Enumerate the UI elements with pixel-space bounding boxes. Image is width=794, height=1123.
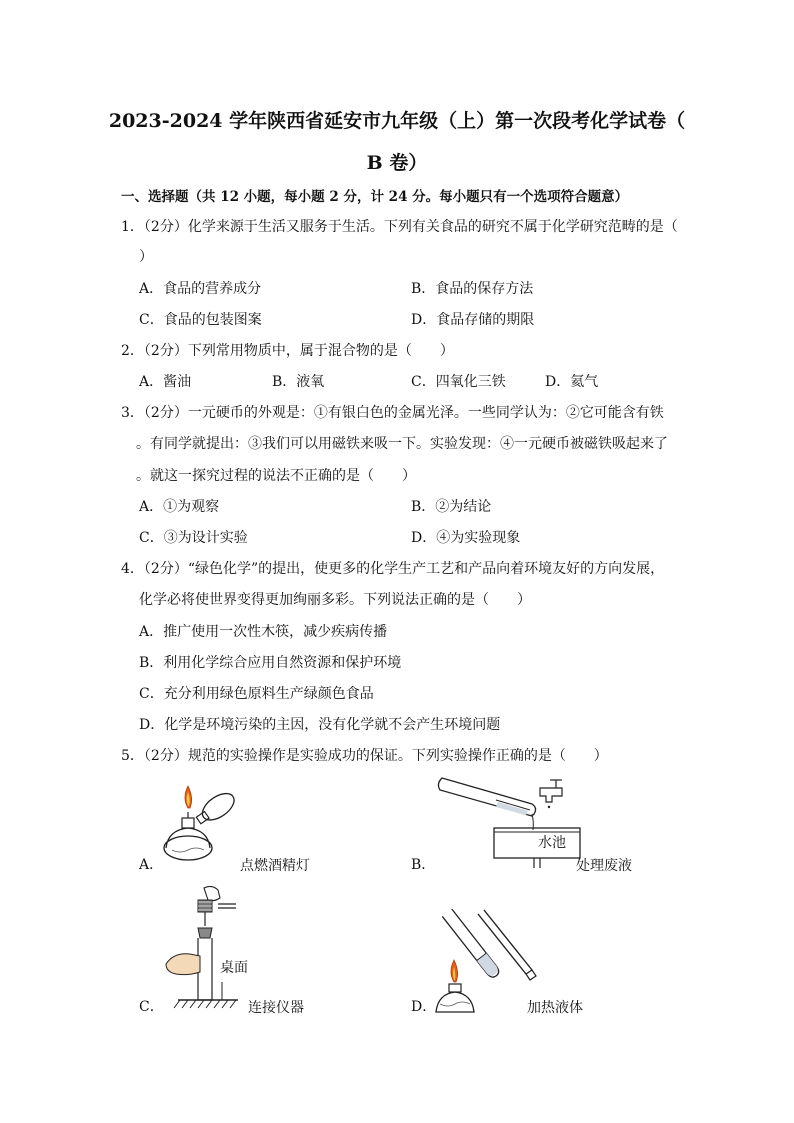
q3-option-d: D．④为实验现象 [411,530,521,546]
q3-option-c: C．③为设计实验 [139,530,248,546]
q2-option-d: D．氦气 [545,374,599,390]
exam-title-line2: B 卷） [366,152,428,174]
q5-option-c-letter: C． [139,999,164,1015]
q4-option-d: D．化学是环境污染的主因，没有化学就不会产生环境问题 [139,717,501,733]
q1-stem-line2: ） [139,249,153,265]
q2-option-c: C．四氧化三铁 [411,374,506,390]
q3-option-b: B．②为结论 [411,499,492,515]
q3-stem-line1: 3．（2分）一元硬币的外观是：①有银白色的金属光泽。一些同学认为：②它可能含有铁 [121,405,664,421]
q1-option-d: D．食品存储的期限 [411,312,535,328]
q4-option-c: C．充分利用绿色原料生产绿颜色食品 [139,686,374,702]
q1-option-b: B．食品的保存方法 [411,281,534,297]
q5-option-d-caption: 加热液体 [527,1000,583,1016]
q1-stem-line1: 1．（2分）化学来源于生活又服务于生活。下列有关食品的研究不属于化学研究范畴的是（ [121,219,678,235]
q4-stem-line2: 化学必将使世界变得更加绚丽多彩。下列说法正确的是（ ） [139,592,531,608]
q2-stem: 2．（2分）下列常用物质中，属于混合物的是（ ） [121,343,454,359]
q3-option-a: A．①为观察 [139,499,220,515]
q2-option-b: B．液氧 [272,374,325,390]
q5-option-c-caption: 连接仪器 [248,1000,304,1016]
q5-option-b-letter: B． [411,857,436,873]
figure-a-lighting-lamp [158,778,248,868]
q5-option-b-caption: 处理废液 [576,858,632,874]
q4-option-b: B．利用化学综合应用自然资源和保护环境 [139,655,402,671]
q2-option-a: A．酱油 [139,374,192,390]
figure-b-sink-label: 水池 [538,835,566,851]
figure-c-table-label: 桌面 [220,960,248,976]
q1-option-a: A．食品的营养成分 [139,281,262,297]
q5-option-d-letter: D． [411,999,437,1015]
q3-stem-line2: 。有同学就提出：③我们可以用磁铁来吸一下。实验发现：④一元硬币被磁铁吸起来了 [136,436,668,452]
figure-b-waste-disposal [436,772,586,872]
figure-c-connecting-apparatus [160,882,250,1017]
q5-option-a-letter: A． [139,857,164,873]
q1-option-c: C．食品的包装图案 [139,312,262,328]
q3-stem-line3: 。就这一探究过程的说法不正确的是（ ） [136,468,416,484]
section-heading: 一、选择题（共 12 小题，每小题 2 分，计 24 分。每小题只有一个选项符合题意） [121,189,629,205]
exam-title-line1: 2023-2024 学年陕西省延安市九年级（上）第一次段考化学试卷（ [108,110,686,132]
q4-stem-line1: 4．（2分）“绿色化学”的提出，使更多的化学生产工艺和产品向着环境友好的方向发展， [121,561,665,577]
q4-option-a: A．推广使用一次性木筷，减少疾病传播 [139,624,388,640]
q5-stem: 5．（2分）规范的实验操作是实验成功的保证。下列实验操作正确的是（ ） [121,748,608,764]
q5-option-a-caption: 点燃酒精灯 [240,858,310,874]
